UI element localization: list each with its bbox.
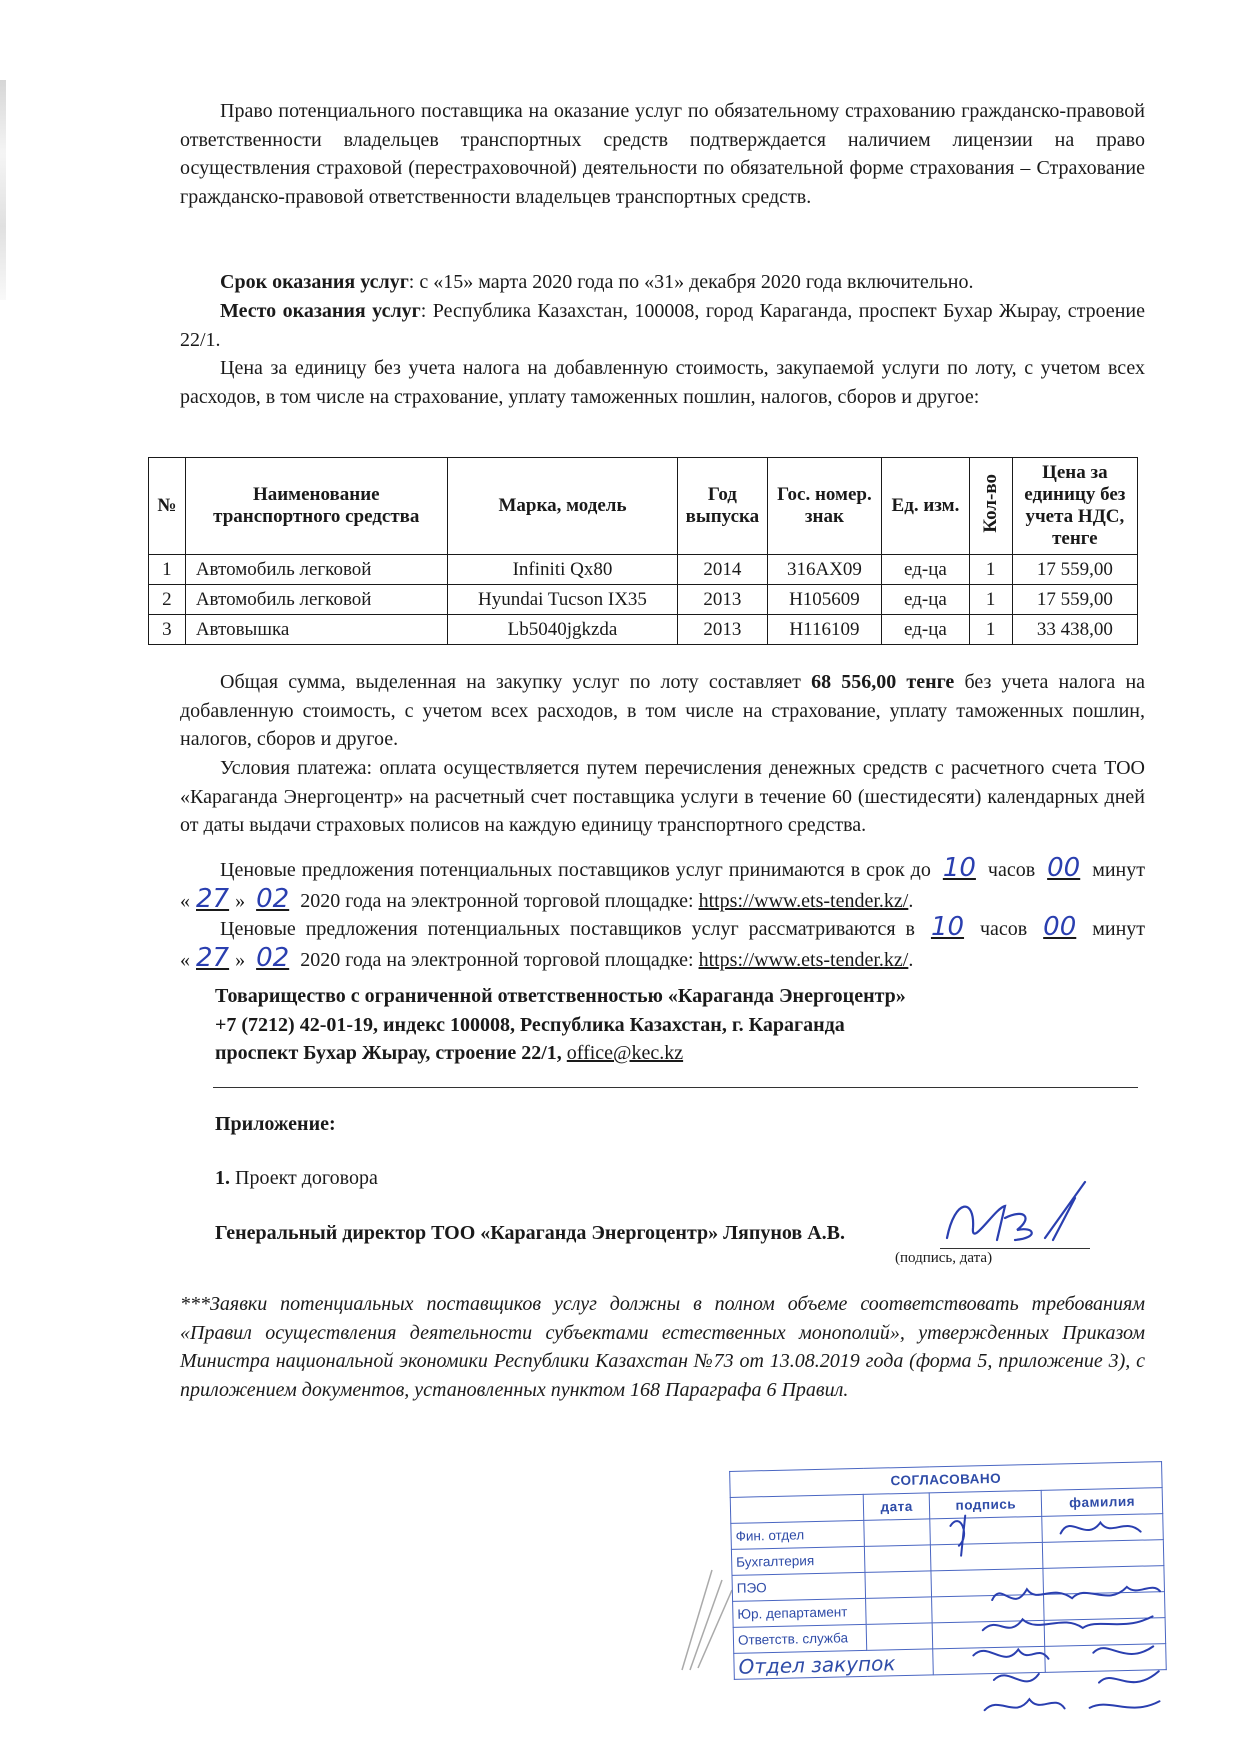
paragraph-place: Место оказания услуг: Республика Казахстан, 100008, город Караганда, проспект Бухар Жырау, строение 22/1. <box>180 300 1145 351</box>
stamp-col-date: дата <box>863 1493 930 1520</box>
stamp-row: ПЭО <box>732 1566 1164 1602</box>
place-label: Место оказания услуг <box>220 300 421 322</box>
col-unit-price: Цена за единицу без учета НДС, тенге <box>1012 458 1137 555</box>
paragraph-term: Срок оказания услуг: с «15» марта 2020 года по «31» декабря 2020 года включительно. <box>220 271 974 293</box>
signature-scribble-icon <box>935 1178 1095 1250</box>
handwritten-hour: 10 <box>942 853 976 883</box>
stamp-row: Фин. отдел <box>731 1514 1163 1550</box>
stamp-row: Юр. департамент <box>733 1592 1165 1628</box>
stamp-col-signature: подпись <box>930 1490 1043 1519</box>
paragraph-total: Общая сумма, выделенная на закупку услуг по лоту составляет 68 556,00 тенге без учета налога на добавленную стоимость, с учетом всех расходов, в том числе на страхование, уплату таможенных пошлин, налогов, сборов и другое. <box>180 671 1146 750</box>
vehicle-table <box>148 457 1138 645</box>
table-row: 3 Автовышка Lb5040jgkzda 2013 H116109 ед-ца 1 33 438,00 <box>149 615 1138 645</box>
total-amount: 68 556,00 тенге <box>811 671 955 693</box>
handwritten-month: 02 <box>256 942 290 973</box>
divider <box>213 1087 1138 1088</box>
handwritten-minute: 00 <box>1043 912 1077 942</box>
stamp-col-surname: фамилия <box>1042 1488 1163 1517</box>
scan-edge-artifact <box>0 80 6 300</box>
col-brand-model: Марка, модель <box>447 458 677 555</box>
handwritten-day: 27 <box>196 883 230 914</box>
handwritten-day: 27 <box>196 942 230 973</box>
approval-stamp <box>729 1461 1168 1729</box>
tender-link[interactable]: https://www.ets-tender.kz/ <box>698 948 909 971</box>
stamp-row: Ответств. служба <box>733 1618 1165 1654</box>
col-unit: Ед. изм. <box>882 458 969 555</box>
col-number: № <box>149 458 186 555</box>
stamp-title: СОГЛАСОВАНО <box>730 1462 1162 1498</box>
appendix-title: Приложение: <box>215 1113 336 1135</box>
table-header-row <box>149 458 1138 555</box>
paragraph-license: Право потенциального поставщика на оказание услуг по обязательному страхованию гражданско-правовой ответственности владельцев транспортных средств подтверждается наличием лицензии на право осуществления страховой (перестраховочной) деятельности по обязательной форме страхования – Страхование гражданско-правовой ответственности владельцев транспортных средств. <box>180 100 1145 208</box>
handwritten-hour: 10 <box>930 912 965 942</box>
col-vehicle-name: Наименование транспортного средства <box>185 458 447 555</box>
email-link[interactable]: office@kec.kz <box>566 1042 684 1064</box>
col-quantity: Кол-во <box>969 458 1012 555</box>
signature-underline <box>940 1248 1090 1249</box>
appendix-item: 1. Проект договора <box>215 1167 378 1189</box>
organization-details: Товарищество с ограниченной ответственностью «Караганда Энергоцентр» +7 (7212) 42-01-19, индекс 100008, Республика Казахстан, г. Караганда проспект Бухар Жырау, строение 22/1, office@kec.kz <box>215 985 906 1064</box>
col-year: Год выпуска <box>678 458 767 555</box>
term-label: Срок оказания услуг <box>220 271 409 293</box>
handwritten-department: Отдел закупок <box>734 1649 934 1680</box>
table-row: 1 Автомобиль легковой Infiniti Qx80 2014 316AX09 ед-ца 1 17 559,00 <box>149 555 1138 585</box>
handwritten-month: 02 <box>256 883 290 914</box>
stamp-row: Бухгалтерия <box>731 1540 1163 1576</box>
tender-link[interactable]: https://www.ets-tender.kz/ <box>698 889 909 912</box>
paragraph-accept-deadline: Ценовые предложения потенциальных поставщиков услуг принимаются в срок до 10 часов 00 минут « 27 » 02 2020 года на электронной торговой площадке: https://www.ets-tender.kz/. <box>180 853 1145 914</box>
paragraph-payment: Условия платежа: оплата осуществляется путем перечисления денежных средств с расчетного счета ТОО «Караганда Энергоцентр» на расчетный счет поставщика услуги в течение 60 (шестидесяти) календарных дней от даты выдачи страховых полисов на каждую единицу транспортного средства. <box>180 757 1145 836</box>
handwritten-minute: 00 <box>1047 853 1081 883</box>
stamp-handwriting-icon <box>910 1501 1165 1722</box>
col-plate: Гос. номер. знак <box>767 458 882 555</box>
director-signature-line: Генеральный директор ТОО «Караганда Энергоцентр» Ляпунов А.В. <box>215 1222 845 1244</box>
signature-caption: (подпись, дата) <box>895 1250 993 1266</box>
paragraph-review-deadline: Ценовые предложения потенциальных поставщиков услуг рассматриваются в 10 часов 00 минут « 27 » 02 2020 года на электронной торговой площадке: https://www.ets-tender.kz/. <box>180 912 1146 973</box>
table-row: 2 Автомобиль легковой Hyundai Tucson IX35 2013 H105609 ед-ца 1 17 559,00 <box>149 585 1138 615</box>
footnote: ***Заявки потенциальных поставщиков услуг должны в полном объеме соответствовать требованиям «Правил осуществления деятельности субъектами естественных монополий», утвержденных Приказом Министра национальной экономики Республики Казахстан №73 от 13.08.2019 года (форма 5, приложение 3), с приложением документов, установленных пунктом 168 Параграфа 6 Правил. <box>180 1293 1145 1401</box>
paragraph-price-intro: Цена за единицу без учета налога на добавленную стоимость, закупаемой услуги по лоту, с учетом всех расходов, в том числе на страхование, уплату таможенных пошлин, налогов, сборов и другое: <box>180 357 1145 408</box>
